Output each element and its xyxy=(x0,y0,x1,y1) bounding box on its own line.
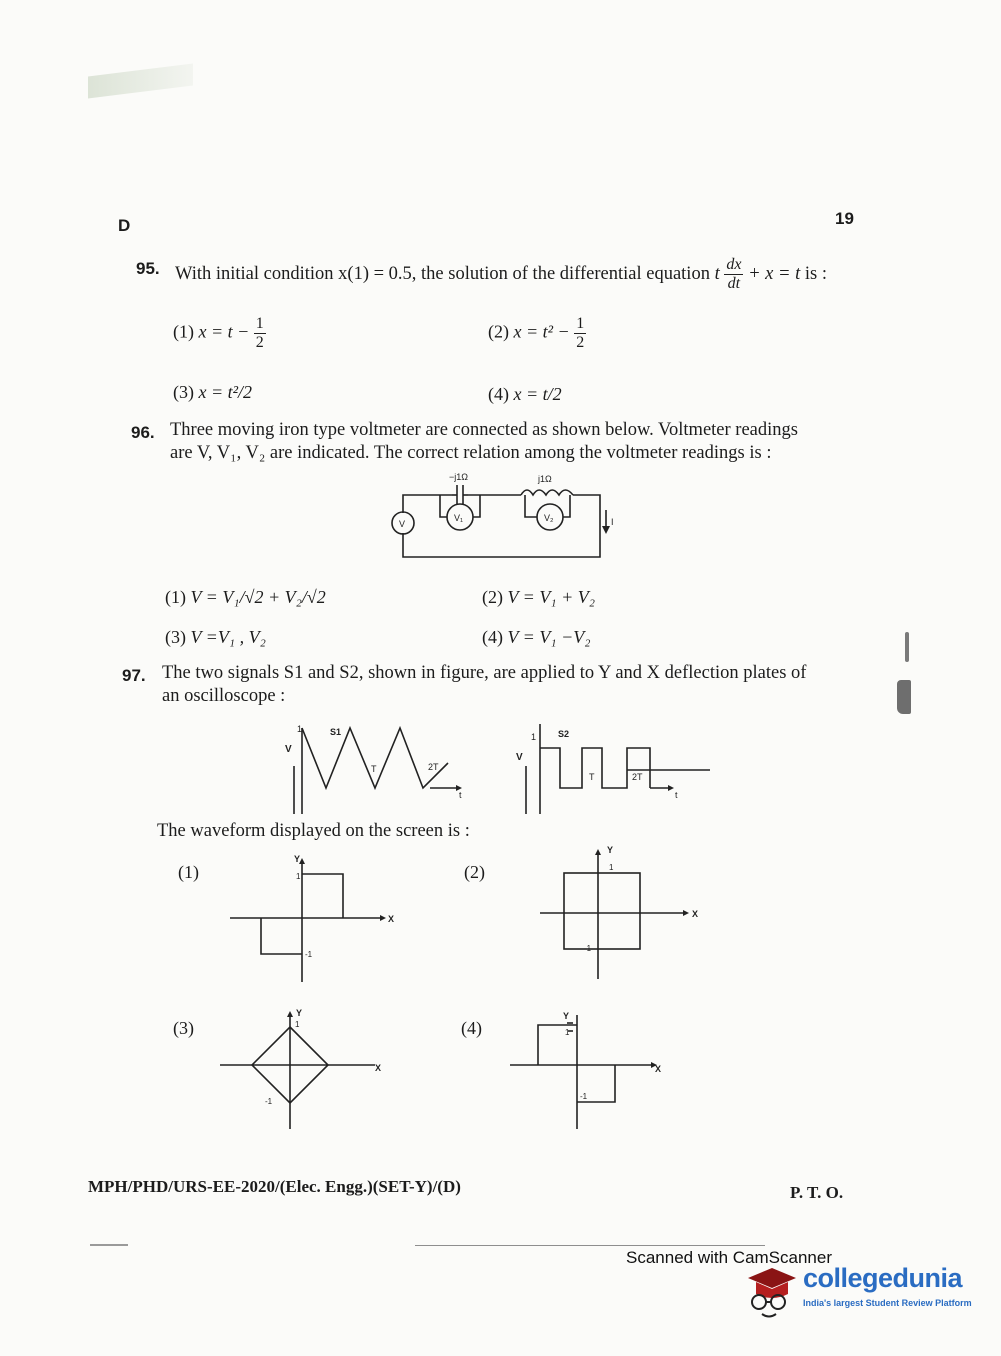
opt4-neg-one: -1 xyxy=(580,1092,588,1101)
q95-option-1 xyxy=(173,315,266,352)
paper-code: MPH/PHD/URS-EE-2020/(Elec. Engg.)(SET-Y)/(D) xyxy=(88,1177,461,1196)
signal-s2-plot xyxy=(510,718,715,818)
q96-option-4 xyxy=(482,627,590,648)
q95-option-2-den: 2 xyxy=(576,334,585,351)
q95-option-3 xyxy=(173,382,252,403)
scanner-watermark: Scanned with CamScanner xyxy=(626,1248,833,1267)
s1-T-label: T xyxy=(371,764,377,774)
q97-option-3-figure xyxy=(215,1007,390,1132)
q96-option-1-label: (1) xyxy=(165,587,186,607)
v1-lead-left xyxy=(440,495,447,517)
opt2-x-label: X xyxy=(692,909,699,919)
opt3-x-label: X xyxy=(375,1063,382,1073)
q97-option-2-figure xyxy=(535,843,710,983)
q96-option-4-expr: V = V₁ −V₂ xyxy=(507,627,591,647)
q95-option-4-label: (4) xyxy=(488,384,509,404)
q97-option-1-figure xyxy=(225,852,400,987)
q95-option-2-num: 1 xyxy=(576,315,585,332)
bottom-rule-left xyxy=(90,1244,128,1246)
opt1-upper-trace xyxy=(302,874,343,918)
current-label: I xyxy=(611,517,614,527)
q95-option-3-expr: x = t²/2 xyxy=(198,382,253,402)
set-letter: D xyxy=(118,216,131,235)
q95-option-2 xyxy=(488,315,586,352)
q95-option-2-label: (2) xyxy=(488,321,509,342)
pto-label: P. T. O. xyxy=(790,1183,844,1202)
opt1-neg-one: -1 xyxy=(305,950,313,959)
q95-option-4 xyxy=(488,384,562,405)
q95-text xyxy=(175,256,845,293)
q96-option-2-label: (2) xyxy=(482,587,503,607)
opt1-y-label: Y xyxy=(294,854,301,864)
opt2-y-label: Y xyxy=(607,845,614,855)
q96-option-2 xyxy=(482,587,595,608)
page-number: 19 xyxy=(835,209,854,228)
q95-option-1-label: (1) xyxy=(173,321,194,342)
q95-option-4-expr: x = t/2 xyxy=(513,384,562,404)
q95-eq-prefix: t xyxy=(714,263,720,284)
s2-waveform xyxy=(540,748,650,788)
s2-2T-label: 2T xyxy=(632,772,643,782)
q97-option-4-figure xyxy=(505,1007,675,1132)
q97-prompt: The waveform displayed on the screen is : xyxy=(157,821,470,841)
s2-t-label: t xyxy=(675,790,678,800)
opt2-neg-one: -1 xyxy=(584,944,592,953)
q96-option-3-label: (3) xyxy=(165,627,186,647)
q96-option-1-expr: V = V₁/√2 + V₂/√2 xyxy=(190,587,326,607)
q97-option-4-label: (4) xyxy=(461,1018,482,1038)
s1-waveform xyxy=(302,728,448,788)
ind-label: j1Ω xyxy=(538,474,552,484)
q96-option-4-label: (4) xyxy=(482,627,503,647)
signal-s1-plot xyxy=(280,718,470,818)
meter-v2-label: V₂ xyxy=(544,513,554,523)
meter-v1-label: V₁ xyxy=(454,513,464,523)
q95-option-3-label: (3) xyxy=(173,382,194,402)
q95-eq-num: dx xyxy=(726,256,742,273)
q96-option-2-expr: V = V₁ + V₂ xyxy=(507,587,595,607)
q97-line1: The two signals S1 and S2, shown in figure, are applied to Y and X deflection plates of xyxy=(162,663,807,683)
cap-label: −j1Ω xyxy=(449,472,468,482)
q96-line1: Three moving iron type voltmeter are connected as shown below. Voltmeter readings xyxy=(170,420,798,440)
q95-option-1-lhs: x = t − xyxy=(198,321,250,342)
scan-shadow xyxy=(88,64,193,99)
v2-lead-right xyxy=(563,495,570,517)
q97-option-3-label: (3) xyxy=(173,1018,194,1038)
s2-label: S2 xyxy=(558,729,570,739)
opt1-lower-trace xyxy=(261,918,302,954)
s2-v-label: V xyxy=(516,752,523,763)
collegedunia-brand: collegedunia xyxy=(803,1263,963,1293)
bottom-rule-right xyxy=(415,1245,765,1246)
wire-top-left xyxy=(403,495,452,513)
q95-eq-den: dt xyxy=(727,275,741,292)
opt3-y-label: Y xyxy=(296,1008,303,1018)
opt3-pos-one: 1 xyxy=(295,1020,300,1029)
q95-option-1-frac xyxy=(254,315,266,352)
collegedunia-logo-icon xyxy=(742,1258,800,1320)
current-arrow-head xyxy=(602,526,610,534)
q95-eq-derivative xyxy=(724,256,743,293)
q95-eq-suffix: + x = t xyxy=(748,263,801,284)
edge-mark-1 xyxy=(905,632,909,662)
opt4-x-label: X xyxy=(655,1064,662,1074)
q96-option-3-expr: V =V₁ , V₂ xyxy=(190,627,266,647)
edge-mark-2 xyxy=(897,680,911,714)
q97-number: 97. xyxy=(122,666,146,685)
s1-2T-label: 2T xyxy=(428,762,439,772)
s1-label: S1 xyxy=(330,727,342,737)
q95-option-1-num: 1 xyxy=(255,315,264,332)
meter-v-label: V xyxy=(399,519,406,529)
opt1-pos-one: 1 xyxy=(296,872,301,881)
v1-lead-right xyxy=(473,495,480,517)
s2-one-label: 1 xyxy=(531,732,537,742)
q96-circuit-diagram xyxy=(385,470,625,570)
opt4-y-label: Y xyxy=(563,1011,570,1021)
q97-option-1-label: (1) xyxy=(178,862,199,882)
s1-one-label: 1 xyxy=(297,724,303,734)
opt2-pos-one: 1 xyxy=(609,863,614,872)
q95-option-1-den: 2 xyxy=(255,334,264,351)
q96-number: 96. xyxy=(131,423,155,442)
q95-option-2-frac xyxy=(574,315,586,352)
collegedunia-tagline: India's largest Student Review Platform xyxy=(803,1298,972,1308)
q95-number: 95. xyxy=(136,259,160,278)
inductor-coil xyxy=(521,490,573,495)
opt1-x-label: X xyxy=(388,914,395,924)
v2-lead-left xyxy=(525,495,537,517)
opt2-square-trace xyxy=(564,873,640,949)
q96-option-1 xyxy=(165,587,326,608)
s1-v-label: V xyxy=(285,744,292,755)
s2-T-label: T xyxy=(589,772,595,782)
q95-eq-end: is : xyxy=(804,263,828,284)
q95-option-2-lhs: x = t² − xyxy=(513,321,570,342)
q97-line2: an oscilloscope : xyxy=(162,686,286,706)
s1-t-label: t xyxy=(459,790,462,800)
q96-line2: are V, V₁, V₂ are indicated. The correct relation among the voltmeter readings is : xyxy=(170,443,772,463)
q96-option-3 xyxy=(165,627,266,648)
q97-option-2-label: (2) xyxy=(464,862,485,882)
opt4-pos-one: 1 xyxy=(565,1028,570,1037)
opt3-neg-one: -1 xyxy=(265,1097,273,1106)
q95-stem: With initial condition x(1) = 0.5, the solution of the differential equation xyxy=(175,263,710,284)
